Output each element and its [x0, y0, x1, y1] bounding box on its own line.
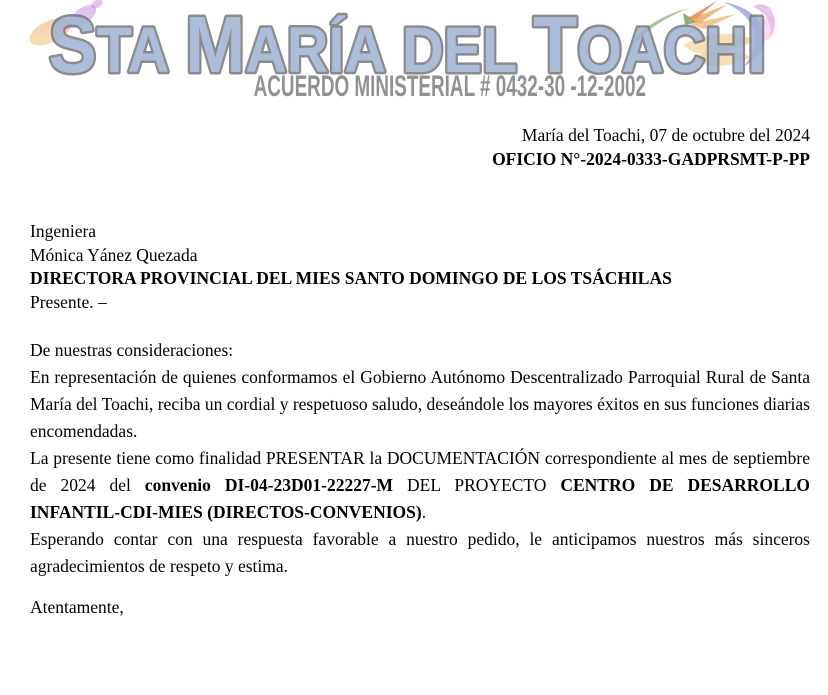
logo-subtitle: ACUERDO MINISTERIAL # 0432-30 -12-2002 — [253, 69, 646, 104]
meta-block — [30, 124, 810, 171]
recipient-present: Presente. – — [30, 291, 107, 312]
body-paragraph-3: Esperando contar con una respuesta favorable a nuestro pedido, le anticipamos nuestros más sinceros agradecimientos de respeto y estima. — [30, 529, 810, 576]
recipient-title: Ingeniera — [30, 221, 97, 241]
letterhead — [0, 0, 828, 105]
salutation: De nuestras consideraciones: — [30, 340, 234, 360]
letter-content — [0, 124, 828, 621]
date-line: María del Toachi, 07 de octubre del 2024 — [521, 125, 810, 145]
body-paragraph-1: En representación de quienes conformamos el Gobierno Autónomo Descentralizado Parroquial Rural de Santa María del Toachi, reciba un cordial y respetuoso saludo, deseándole los mayores éxitos en sus funciones diarias encomendadas. — [30, 367, 810, 441]
logo-title: STA MARÍA DEL TOACHI — [48, 0, 767, 90]
recipient-block — [30, 220, 810, 314]
body-paragraph-2: La presente tiene como finalidad PRESENTAR la DOCUMENTACIÓN correspondiente al mes de septiembre de 2024 del convenio DI-04-23D01-22227-M DEL PROYECTO CENTRO DE DESARROLLO INFANTIL-CDI-MIES (DIRECTOS-CONVENIOS). — [30, 448, 810, 522]
recipient-name: Mónica Yánez Quezada — [30, 244, 198, 265]
closing: Atentamente, — [30, 597, 124, 617]
logo — [0, 0, 828, 105]
recipient-position: DIRECTORA PROVINCIAL DEL MIES SANTO DOMINGO DE LOS TSÁCHILAS — [30, 268, 672, 288]
oficio-number: OFICIO N°-2024-0333-GADPRSMT-P-PP — [492, 148, 810, 169]
